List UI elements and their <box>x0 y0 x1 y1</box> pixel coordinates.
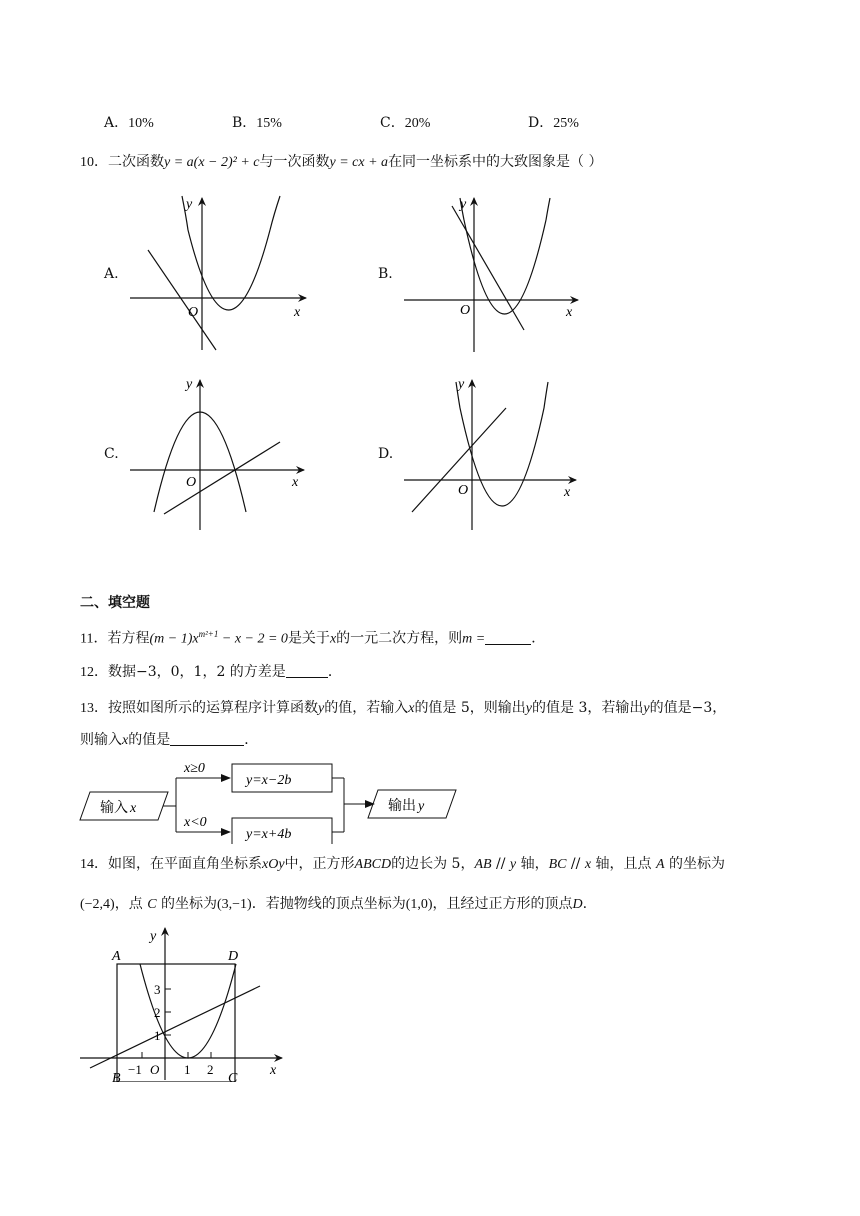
flowchart <box>76 756 466 844</box>
variable: y <box>525 701 533 716</box>
question-13-line2 <box>80 730 258 751</box>
formula-linear: y = cx + a <box>329 155 389 170</box>
parabola <box>460 408 544 506</box>
question-text: 按照如图所示的运算程序计算函数 <box>108 700 318 716</box>
question-text: 如图，在平面直角坐标系 <box>108 856 262 872</box>
question-text: 中，正方形 <box>284 856 355 872</box>
question-text: 二次函数 <box>108 154 164 170</box>
x-axis-label: x <box>292 475 299 490</box>
graph-b <box>394 190 594 360</box>
graph-c <box>120 372 320 537</box>
box-top-text: y=x−2b <box>246 773 292 788</box>
x-axis-label: x <box>564 485 571 500</box>
question-text: 轴， <box>516 856 549 872</box>
point-c-label: C <box>228 1071 238 1082</box>
variable: ABCD <box>354 857 392 872</box>
question-number: 12． <box>80 665 108 680</box>
output-var: y <box>418 799 425 814</box>
option-value: 10% <box>128 116 154 131</box>
symbol: // <box>566 856 585 872</box>
answer-blank[interactable] <box>170 731 244 746</box>
variable: AB <box>474 857 492 872</box>
graph-label-a: A. <box>104 266 119 282</box>
question-14-line1 <box>80 854 725 875</box>
question-text: 的一元二次方程，则 <box>336 630 463 647</box>
variable: BC <box>548 857 567 872</box>
answer-blank[interactable] <box>485 630 531 645</box>
input-label: 输入 <box>100 800 128 816</box>
question-text: 数据−3，0，1，2 的方差是 <box>108 664 286 680</box>
y-axis-label: y <box>460 197 467 212</box>
question-text: ．若抛物线的顶点坐标为 <box>251 896 406 912</box>
section-heading: 二、填空题 <box>80 595 150 611</box>
coordinate: (3,−1) <box>216 897 252 912</box>
question-text: 是关于 <box>287 630 330 647</box>
question-text: 的坐标为 <box>664 856 725 872</box>
tick-label-x-2: 2 <box>207 1062 214 1077</box>
symbol: // <box>491 856 510 872</box>
origin-label: O <box>460 303 471 318</box>
formula: m = <box>462 631 486 647</box>
point-d-label: D <box>228 949 239 964</box>
x-axis-label: x <box>270 1063 277 1078</box>
cond-top: x≥0 <box>184 761 205 776</box>
tick-label-x-1: 1 <box>184 1062 191 1077</box>
parabola-ext <box>456 382 548 408</box>
option-value: 15% <box>256 116 282 131</box>
question-text: 的坐标为 <box>156 896 217 912</box>
cond-bottom: x<0 <box>184 815 207 830</box>
question-number: 10． <box>80 155 108 170</box>
input-var: x <box>130 801 137 816</box>
y-axis-label: y <box>186 377 193 392</box>
tick-label-y-2: 2 <box>154 1005 161 1020</box>
option-value: 25% <box>553 116 579 131</box>
tick-label-x-neg1: −1 <box>128 1062 142 1077</box>
question-text: 若方程 <box>107 630 150 647</box>
x-axis-label: x <box>294 305 301 320</box>
origin-label: O <box>188 305 199 320</box>
question-12 <box>80 662 342 683</box>
y-axis-label: y <box>458 377 465 392</box>
variable: y <box>643 701 650 716</box>
option-a <box>104 112 154 132</box>
coordinate: (−2,4) <box>80 897 115 912</box>
option-b <box>232 112 282 132</box>
variable: x <box>408 701 415 716</box>
y-axis-label: y <box>150 929 157 944</box>
formula-quadratic: y = a(x − 2)² + c <box>164 155 260 170</box>
variable: x <box>584 857 592 872</box>
point-b-label: B <box>112 1071 121 1082</box>
figure-14 <box>76 922 296 1082</box>
graph-label-b: B. <box>378 266 393 282</box>
formula-exponent: m²+1 <box>198 629 219 639</box>
origin-label: O <box>150 1062 160 1077</box>
question-number: 13． <box>80 701 108 716</box>
option-label: A． <box>104 115 129 131</box>
box-bottom-text: y=x+4b <box>246 827 292 842</box>
graph-a <box>120 190 320 360</box>
question-number: 14． <box>80 857 108 872</box>
coordinate: (1,0) <box>405 897 433 912</box>
variable: y <box>509 857 517 872</box>
y-axis-label: y <box>186 197 193 212</box>
question-text: 的值是 3，若输出 <box>532 700 644 716</box>
question-number: 11． <box>80 631 108 647</box>
origin-label: O <box>458 483 469 498</box>
graph-label-d: D. <box>378 446 394 462</box>
question-text: 的边长为 5， <box>391 856 475 872</box>
variable: A <box>655 857 665 872</box>
question-13-line1 <box>80 698 726 719</box>
point-a-label: A <box>112 949 121 964</box>
question-14-line2 <box>80 894 587 915</box>
parabola-ext <box>182 196 280 230</box>
question-text: 的值是 <box>128 732 171 748</box>
punctuation: ． <box>327 664 342 680</box>
graph-d <box>394 372 594 537</box>
option-label: B． <box>232 115 257 131</box>
formula: (m − 1)x <box>149 631 199 647</box>
question-text: 的值是 5，则输出 <box>414 700 526 716</box>
formula: − x − 2 = 0 <box>218 631 288 647</box>
question-text: 在同一坐标系中的大致图象是（ ） <box>388 154 603 170</box>
question-11 <box>80 624 545 650</box>
option-d <box>528 112 579 132</box>
option-c <box>380 112 430 132</box>
punctuation: . <box>582 896 588 912</box>
tick-label-y-1: 1 <box>154 1028 161 1043</box>
punctuation: ． <box>244 732 259 748</box>
line <box>164 442 280 514</box>
question-text: 的值，若输入 <box>324 700 409 716</box>
output-label: 输出 <box>388 798 416 814</box>
variable: y <box>318 701 325 716</box>
question-text: 则输入 <box>80 732 122 748</box>
answer-blank[interactable] <box>286 663 328 678</box>
tick-label-y-3: 3 <box>154 982 161 997</box>
origin-label: O <box>186 475 197 490</box>
question-text: 轴，且点 <box>591 856 656 872</box>
variable: x <box>329 631 337 647</box>
variable: D <box>572 897 583 912</box>
question-text: 与一次函数 <box>259 154 330 170</box>
question-text: ，点 <box>114 896 148 912</box>
question-10 <box>80 152 603 173</box>
variable: C <box>147 897 157 912</box>
question-text: ，且经过正方形的顶点 <box>432 896 573 912</box>
option-label: D． <box>528 115 554 131</box>
punctuation: ． <box>531 630 546 647</box>
variable: xOy <box>262 857 285 872</box>
question-text: 的值是−3， <box>649 700 727 716</box>
option-value: 20% <box>404 116 431 131</box>
option-label: C． <box>380 115 405 131</box>
line <box>148 250 216 350</box>
variable: x <box>122 733 129 748</box>
x-axis-label: x <box>566 305 573 320</box>
graph-label-c: C. <box>104 446 119 462</box>
